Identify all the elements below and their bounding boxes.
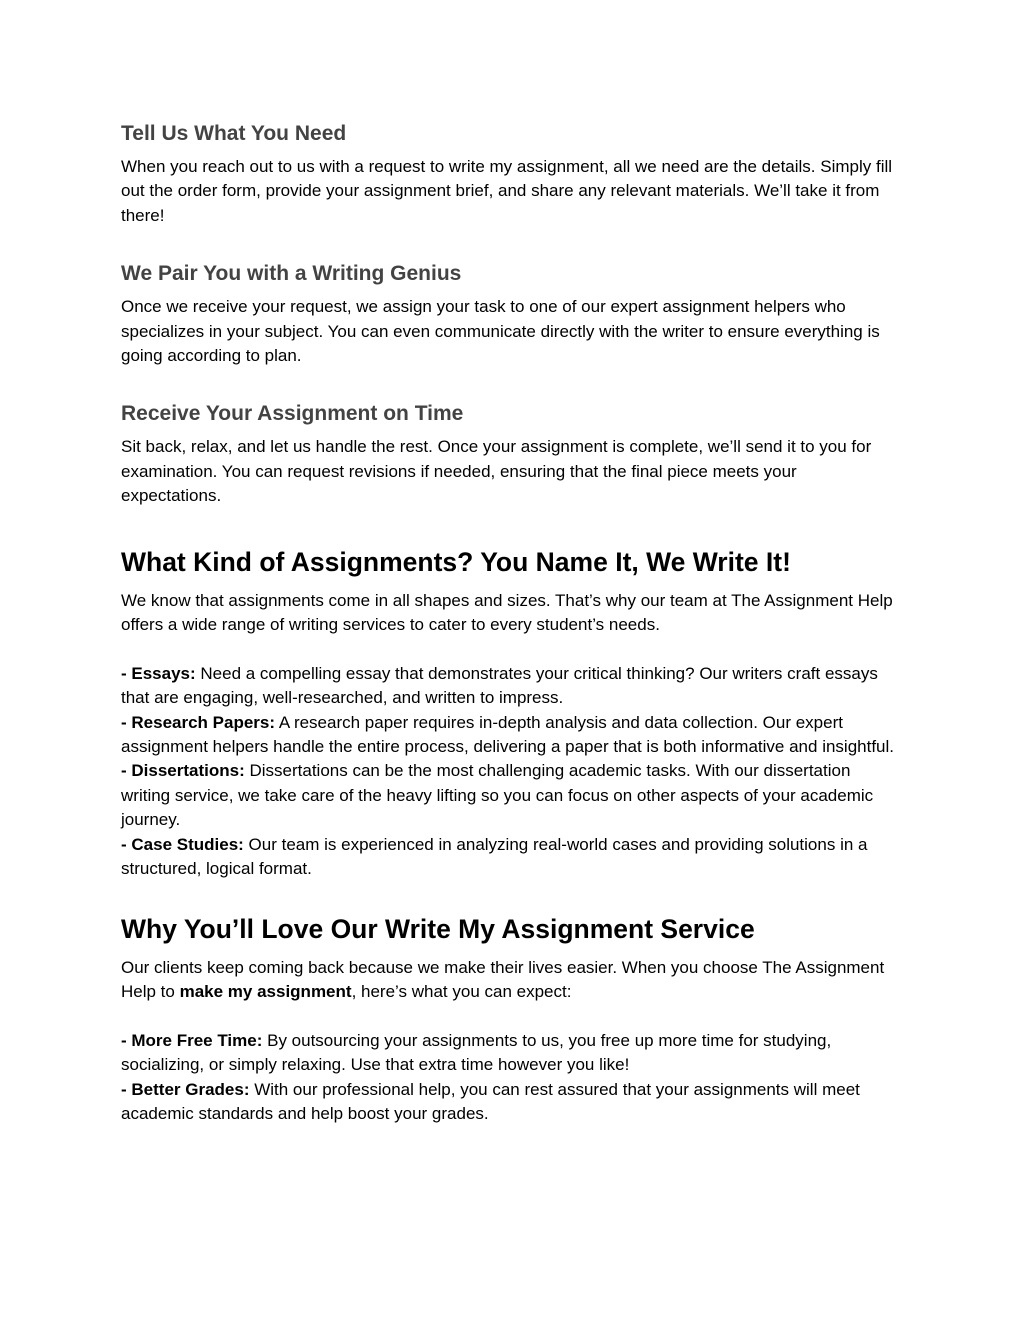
section-intro: We know that assignments come in all shapes and sizes. That’s why our team at The Assignment Help offers a wide range of writing services to cater to every student’s needs.: [121, 590, 893, 635]
step-receive: [121, 400, 901, 508]
section-intro: [121, 956, 901, 1005]
item-label: - Essays:: [121, 663, 196, 683]
list-item: [121, 1029, 901, 1078]
list-item: [121, 759, 901, 832]
list-item: [121, 662, 901, 711]
section-heading: What Kind of Assignments? You Name It, We Write It!: [121, 546, 791, 577]
list-item: [121, 711, 901, 760]
paragraph-gap: [121, 1004, 901, 1028]
document-page: [121, 120, 901, 1156]
assignment-kinds-section: [121, 545, 901, 882]
item-label: - Research Papers:: [121, 712, 276, 732]
intro-text: Our clients keep coming back because we make their lives easier. When you choose The Assignment Help to: [121, 957, 885, 1001]
intro-keyword: make my assignment: [179, 981, 352, 1001]
why-love-section: [121, 912, 901, 1127]
item-text: With our professional help, you can rest assured that your assignments will meet academic standards and help boost your grades.: [121, 1079, 860, 1123]
item-text: A research paper requires in-depth analysis and data collection. Our expert assignment helpers handle the entire process, delivering a paper that is both informative and insightful.: [121, 712, 895, 757]
list-item: [121, 1078, 901, 1127]
item-label: - Dissertations:: [121, 761, 245, 781]
step-body: When you reach out to us with a request to write my assignment, all we need are the details. Simply fill out the order form, provide your assignment brief, and share any relevant materials. We’ll take it from there!: [121, 157, 893, 225]
step-body: Once we receive your request, we assign your task to one of our expert assignment helpers who specializes in your subject. You can even communicate directly with the writer to ensure everything is going according to plan.: [121, 297, 880, 366]
item-text: By outsourcing your assignments to us, you free up more time for studying, socializing, or simply relaxing. Use that extra time however you like!: [121, 1030, 832, 1075]
step-tell-us: [121, 120, 901, 228]
intro-text-end: , here’s what you can expect:: [351, 981, 572, 1001]
section-heading: Why You’ll Love Our Write My Assignment Service: [121, 913, 755, 944]
step-pair-writer: [121, 260, 901, 368]
paragraph-gap: [121, 637, 901, 661]
item-label: - More Free Time:: [121, 1030, 263, 1050]
item-text: Our team is experienced in analyzing real-world cases and providing solutions in a structured, logical format.: [121, 834, 868, 879]
step-title: Tell Us What You Need: [121, 122, 347, 145]
item-text: Need a compelling essay that demonstrates your critical thinking? Our writers craft essays that are engaging, well-researched, and written to impress.: [121, 663, 878, 708]
item-text: Dissertations can be the most challenging academic tasks. With our dissertation writing service, we take care of the heavy lifting so you can focus on other aspects of your academic journey.: [121, 761, 874, 830]
step-body: Sit back, relax, and let us handle the rest. Once your assignment is complete, we’ll send it to you for examination. You can request revisions if needed, ensuring that the final piece meets your expectations.: [121, 437, 872, 506]
item-label: - Case Studies:: [121, 834, 244, 854]
step-title: Receive Your Assignment on Time: [121, 402, 464, 426]
list-item: [121, 833, 901, 882]
item-label: - Better Grades:: [121, 1079, 250, 1099]
step-title: We Pair You with a Writing Genius: [121, 262, 462, 286]
